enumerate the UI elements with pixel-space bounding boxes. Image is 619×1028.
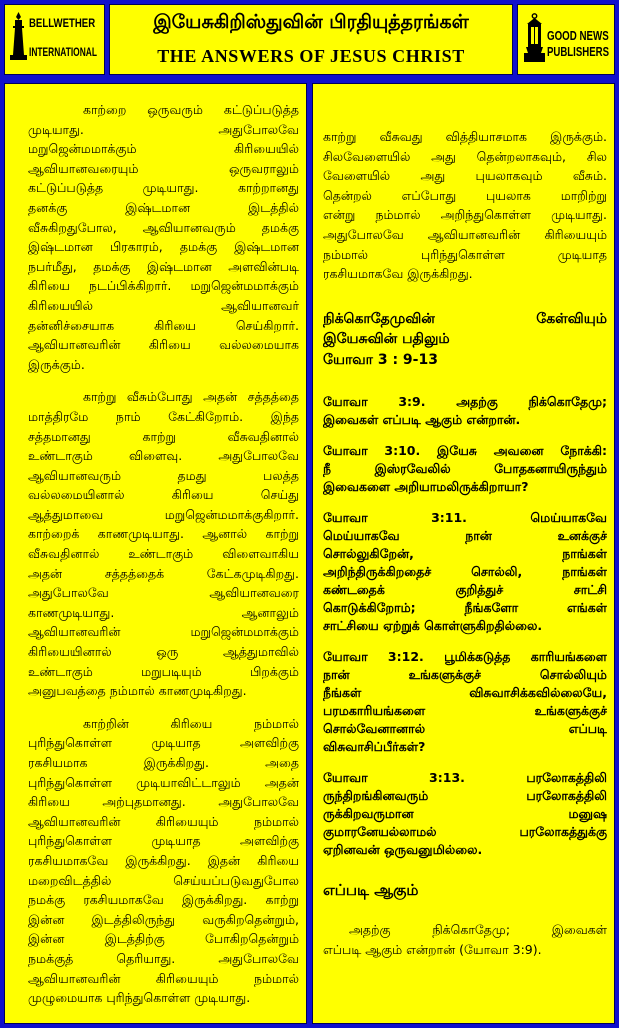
text-line: உண்டாகும் மறுபடியும் பிறக்கும் <box>28 663 299 679</box>
text-line: பரமகாரியங்களை உங்களுக்குச் <box>323 703 607 719</box>
text-line: இஷ்டமான பிரகாரம், தமக்கு இஷ்டமான <box>28 239 299 255</box>
text-line: முடியாது. அதுபோலவே <box>28 121 299 137</box>
text-line: சிலவேளையில் அது தென்றலாகவும், சில <box>323 148 607 164</box>
text-line: யோவா 3:13. பரலோகத்திலி <box>323 770 607 786</box>
text-line: விசுவாசிப்பீர்கள்? <box>323 739 426 755</box>
text-line: நிக்கொதேமுவின் கேள்வியும் <box>323 310 607 327</box>
text-line: இன்ன இடத்திற்கு போகிறதென்றும் <box>28 931 299 947</box>
text-line: அதன் சத்தத்தைக் கேட்கமுடிகிறது. <box>28 565 299 581</box>
text-line: சொல்வேனானால் எப்படி <box>323 721 607 737</box>
text-line: கட்டுப்படுத்த முடியாது. காற்றானது <box>28 180 299 196</box>
text-line: முழுமையாக புரிந்துகொள்ள முடியாது. <box>28 990 251 1006</box>
logo-text-line1: GOOD NEWS <box>547 28 609 43</box>
bellwether-logo <box>4 4 105 75</box>
text-line: ரகசியமாகவே இருக்கிறது. இதன் கிரியை <box>28 852 299 868</box>
text-line: அனுபவத்தை நம்மால் காணமுடிகிறது. <box>28 683 247 699</box>
text-line: தனக்கு இஷ்டமான இடத்தில் <box>28 199 299 215</box>
text-line: மறுஜென்மமாக்கும் கிரியையில் <box>28 141 299 157</box>
scripture-verses <box>323 393 607 859</box>
text-line: புரிந்துகொள்ள முடியாத அளவிற்கு <box>28 735 299 751</box>
text-line: காற்றின் கிரியை நம்மால் <box>83 715 299 731</box>
text-line: கிரியை அற்புதமானது. அதுபோலவே <box>28 794 299 810</box>
text-line: நம்மால் புரிந்துகொள்ள முடியாத <box>323 246 607 262</box>
text-line: எப்படி ஆகும் என்றான் (யோவா 3:9). <box>323 941 542 957</box>
text-line: வீசுகிறதுபோல, ஆவியானவரும் தமக்கு <box>28 219 299 235</box>
text-line: நபர்மீது, தமக்கு இஷ்டமான அளவின்படி <box>28 258 299 274</box>
logo-text-line2: PUBLISHERS <box>547 44 610 59</box>
text-line: ஆவியானவரின் மறுஜென்மமாக்கும் <box>28 624 299 640</box>
lantern-icon <box>524 13 545 62</box>
text-line: யோவா 3:9. அதற்கு நிக்கொதேமு; <box>323 394 607 410</box>
continued-paragraph <box>323 127 607 284</box>
text-line: கிரியையினால் ஒரு ஆத்துமாவில் <box>28 644 299 660</box>
text-line: யோவா 3 : 9-13 <box>323 351 438 368</box>
right-column <box>312 83 615 1024</box>
text-line: நீங்கள் விசுவாசிக்கவில்லையே, <box>323 685 607 701</box>
book-title-box <box>109 4 513 75</box>
text-line: ருக்கிறவருமான மனுஷ <box>323 806 607 822</box>
text-line: கொடுக்கிறோம்; நீங்களோ எங்கள் <box>323 600 607 616</box>
text-line: யோவா 3:10. இயேசு அவனை நோக்கி: <box>323 443 607 459</box>
text-line: இவைகளை அறியாமலிருக்கிறாயா? <box>323 479 529 495</box>
lighthouse-icon <box>10 12 27 60</box>
text-line: இருக்கும். <box>28 356 85 372</box>
text-line: காற்றைக் காணமுடியாது. ஆனால் காற்று <box>28 526 299 542</box>
text-line: நமக்குத் தெரியாது. அதுபோலவே <box>28 950 299 966</box>
text-line: மெய்யாகவே நான் உனக்குச் <box>323 528 607 544</box>
left-column <box>4 83 307 1024</box>
book-title-tamil: இயேசுகிறிஸ்துவின் பிரதியுத்தரங்கள் <box>153 11 469 33</box>
text-line: நான் உங்களுக்குச் சொல்லியும் <box>323 667 607 683</box>
good-news-publishers-logo <box>517 4 615 75</box>
book-title-english: THE ANSWERS OF JESUS CHRIST <box>157 46 465 66</box>
text-line: குமாரனேயல்லாமல் பரலோகத்துக்கு <box>323 824 607 840</box>
text-line: இயேசுவின் பதிலும் <box>323 331 450 348</box>
text-line: என்று நம்மால் அறிந்துகொள்ள முடியாது. <box>323 207 607 223</box>
text-line: காற்று வீசும்போது அதன் சத்தத்தை <box>83 389 299 405</box>
section-heading <box>323 309 607 371</box>
verse-john-3-10 <box>323 442 607 496</box>
text-line: காற்றை ஒருவரும் கட்டுப்படுத்த <box>83 102 299 117</box>
paragraph-2 <box>28 387 299 701</box>
text-line: சொல்லுகிறேன், நாங்கள் <box>323 546 607 562</box>
text-line: ருந்திறங்கினவரும் பரலோகத்திலி <box>323 788 607 804</box>
text-line: இவைகள் எப்படி ஆகும் என்றான். <box>323 412 521 428</box>
text-line: வேளையில் அது புயலாகவும் வீசும். <box>323 168 607 184</box>
text-line: கண்டதைக் குறித்துச் சாட்சி <box>323 582 607 598</box>
text-line: புரிந்துகொள்ள முடியாத அளவிற்கு <box>28 833 299 849</box>
text-line: அதுபோலவே ஆவியானவரை <box>28 585 299 601</box>
paragraph-3 <box>28 714 299 1008</box>
verse-john-3-9 <box>323 393 607 429</box>
text-line: ஏறினவன் ஒருவனுமில்லை. <box>323 842 483 858</box>
text-line: மறைவிடத்தில் செய்யப்படுவதுபோல <box>28 872 299 888</box>
text-line: உண்டாகும் விளைவு. அதுபோலவே <box>28 448 299 464</box>
text-line: ஆவியானவரின் கிரியை வல்லமையாக <box>28 337 299 353</box>
text-line: தன்னிச்சையாக கிரியை செய்கிறார். <box>28 317 299 333</box>
text-line: யோவா 3:12. பூமிக்கடுத்த காரியங்களை <box>323 649 607 665</box>
logo-text-line2: INTERNATIONAL <box>29 45 97 59</box>
text-line: கிரியை நடப்பிக்கிறார். மறுஜென்மமாக்கும் <box>28 278 299 294</box>
text-line: கிரியையில் ஆவியானவர் <box>28 297 299 313</box>
text-line: வீசுவதினால் உண்டாகும் விளைவாகிய <box>28 546 299 562</box>
text-line: ரகசியமாகவே இருக்கிறது. <box>323 266 473 282</box>
verse-john-3-13 <box>323 769 607 859</box>
text-line: தென்றல் எப்போது புயலாக மாறிற்று <box>323 187 607 203</box>
text-line: சாட்சியை ஏற்றுக் கொள்ளுகிறதில்லை. <box>323 618 543 634</box>
verse-john-3-11 <box>323 509 607 635</box>
closing-paragraph <box>323 920 607 959</box>
paragraph-1 <box>28 100 299 374</box>
text-line: காற்று வீசுவது வித்தியாசமாக இருக்கும். <box>323 129 607 144</box>
text-line: யோவா 3:11. மெய்யாகவே <box>323 510 607 526</box>
text-line: ஆத்துமாவை மறுஜென்மமாக்குகிறார். <box>28 506 299 522</box>
text-line: ஆவியானவரையும் ஒருவராலும் <box>28 160 299 176</box>
text-line: சத்தமானது காற்று வீசுவதினால் <box>28 428 299 444</box>
text-line: இன்ன இடத்திலிருந்து வருகிறதென்றும், <box>28 911 299 927</box>
text-line: ஆவியானவரின் கிரியையும் நம்மால் <box>28 813 299 829</box>
text-line: ஆவியானவரும் தமது பலத்த <box>28 467 299 483</box>
text-line: நீ இஸ்ரவேலில் போதகனாயிருந்தும் <box>323 461 607 477</box>
verse-john-3-12 <box>323 648 607 756</box>
text-line: ஆவியானவரின் கிரியையும் நம்மால் <box>28 970 299 986</box>
text-line: ரகசியமாக இருக்கிறது. அதை <box>28 755 299 770</box>
subheading: எப்படி ஆகும் <box>323 881 419 900</box>
text-line: நமக்கு ரகசியமாகவே இருக்கிறது. காற்று <box>28 892 299 908</box>
text-line: அதற்கு நிக்கொதேமு; இவைகள் <box>349 922 607 938</box>
text-line: புரிந்துகொள்ள முடியாவிட்டாலும் அதன் <box>28 774 299 790</box>
text-line: காணமுடியாது. ஆனாலும் <box>28 604 299 620</box>
text-line: அதுபோலவே ஆவியானவரின் கிரியையும் <box>323 226 607 242</box>
text-line: வல்லமையினால் கிரியை செய்து <box>28 487 299 503</box>
text-line: அறிந்திருக்கிறதைச் சொல்லி, நாங்கள் <box>323 564 607 580</box>
text-line: மாத்திரமே நாம் கேட்கிறோம். இந்த <box>28 408 299 424</box>
logo-text-line1: BELLWETHER <box>29 16 96 30</box>
